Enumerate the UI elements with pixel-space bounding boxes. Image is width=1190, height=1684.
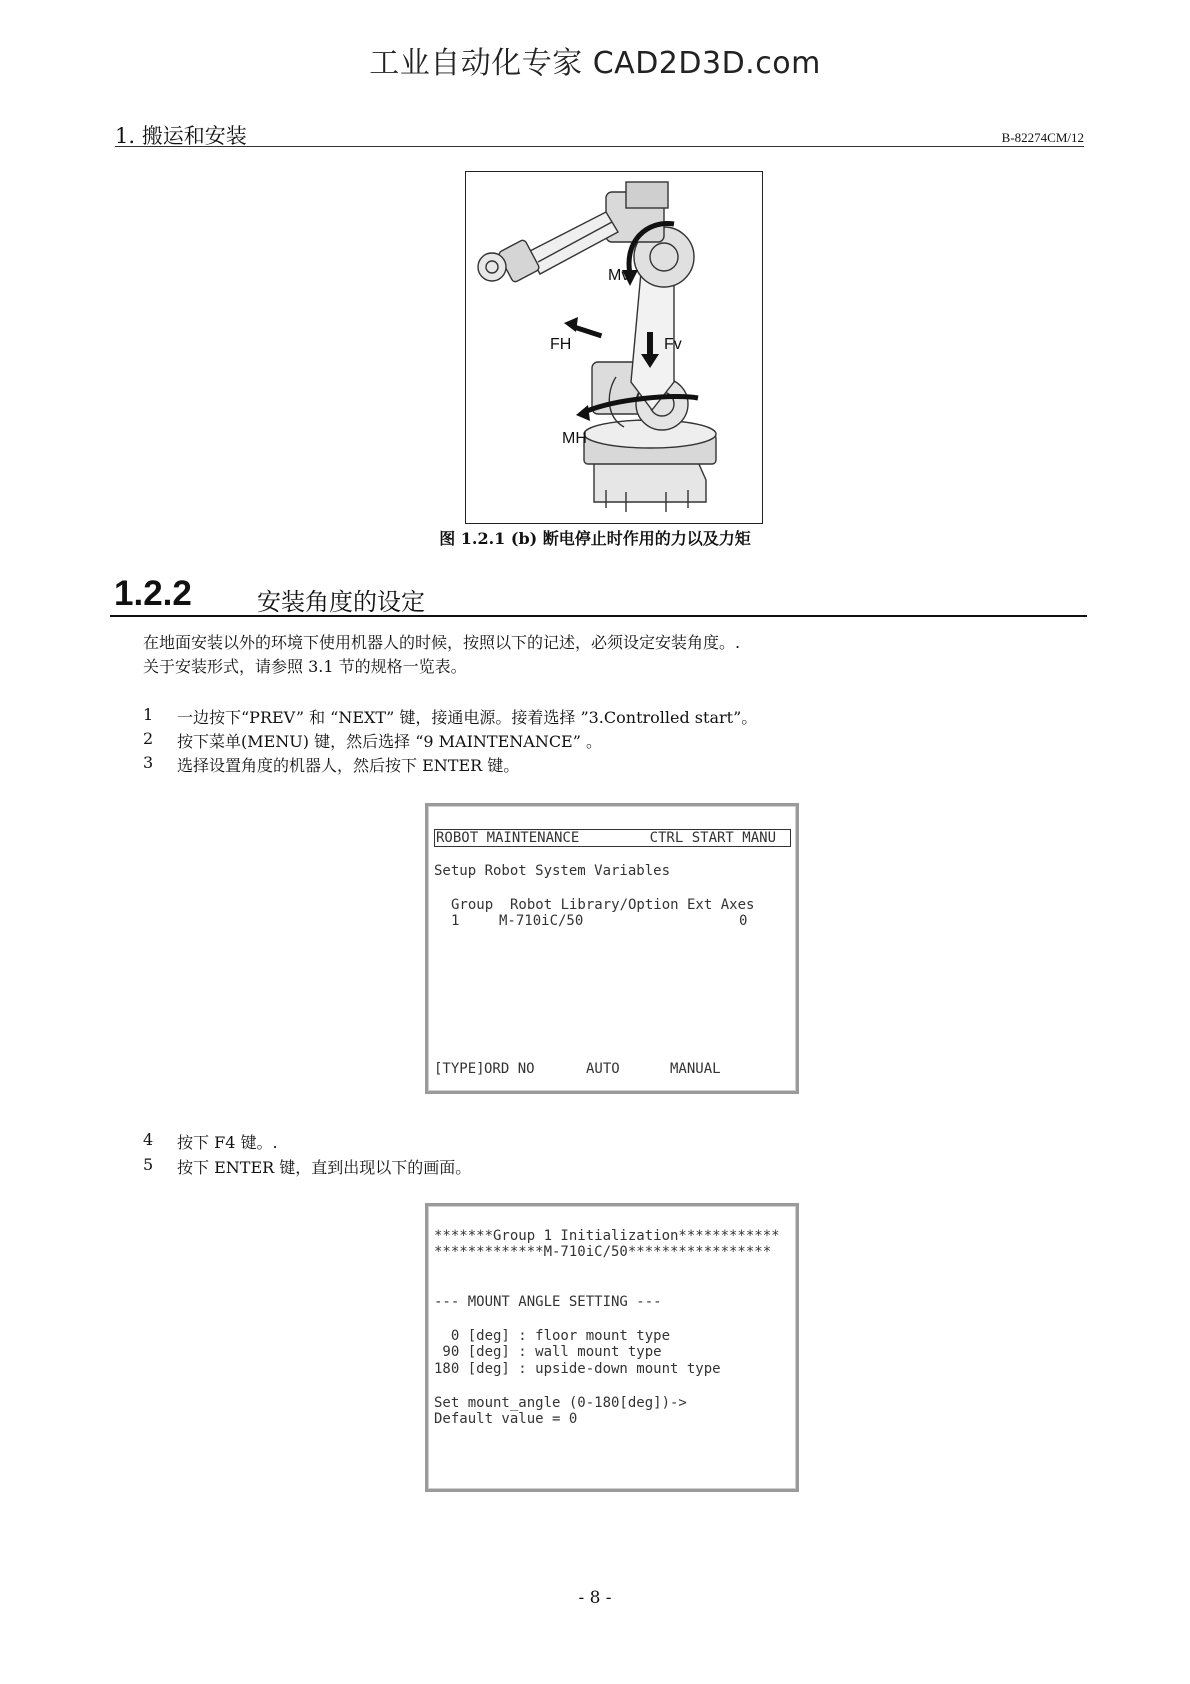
table-cell-group[interactable]: 1 (451, 913, 460, 929)
step-number: 5 (143, 1155, 154, 1174)
screen-title-bar (434, 829, 791, 847)
step-number: 4 (143, 1130, 154, 1149)
figure-caption: 图 1.2.1 (b) 断电停止时作用的力以及力矩 (439, 529, 751, 548)
step-text: 按下菜单(MENU) 键，然后选择 “9 MAINTENANCE” 。 (177, 732, 603, 751)
robot-figure (465, 171, 763, 524)
step-number: 1 (143, 705, 154, 724)
intro-line: 关于安装形式，请参照 3.1 节的规格一览表。 (143, 657, 467, 676)
label-mh: MH (562, 430, 587, 447)
teach-pendant-screen-maintenance (425, 803, 799, 1094)
table-cell-ext-axes: 0 (739, 913, 748, 929)
mount-option: 90 [deg] : wall mount type (434, 1344, 662, 1360)
screen-banner: *******Group 1 Initialization************ (434, 1228, 780, 1244)
label-fv: Fv (664, 336, 682, 353)
step-text: 选择设置角度的机器人，然后按下 ENTER 键。 (177, 756, 520, 775)
watermark-text: 工业自动化专家 CAD2D3D.com (369, 46, 821, 81)
mount-option: 180 [deg] : upside-down mount type (434, 1361, 721, 1377)
screen-title: ROBOT MAINTENANCE (436, 830, 580, 846)
header-rule (115, 146, 1084, 147)
step-number: 3 (143, 753, 154, 772)
label-fh: FH (550, 336, 572, 353)
default-value: Default value = 0 (434, 1411, 578, 1427)
label-mv: Mv (608, 267, 630, 284)
table-cell-robot[interactable]: M-710iC/50 (499, 913, 584, 929)
screen-subtitle: Setup Robot System Variables (434, 863, 671, 879)
table-header: Group Robot Library/Option Ext Axes (451, 897, 755, 913)
header-section-title: 1. 搬运和安装 (115, 124, 247, 148)
fkey-manual[interactable]: MANUAL (670, 1061, 721, 1077)
fkey-auto[interactable]: AUTO (586, 1061, 620, 1077)
fkey-ord-no[interactable]: ORD NO (484, 1061, 535, 1077)
mount-angle-prompt[interactable]: Set mount_angle (0-180[deg])-> (434, 1395, 687, 1411)
step-text: 一边按下“PREV” 和 “NEXT” 键，接通电源。接着选择 ”3.Controlled start”。 (177, 708, 758, 727)
step-text: 按下 F4 键。. (177, 1133, 278, 1152)
teach-pendant-screen-mount-angle (425, 1203, 799, 1492)
screen-section-heading: --- MOUNT ANGLE SETTING --- (434, 1294, 662, 1310)
step-number: 2 (143, 729, 154, 748)
header-doc-id: B-82274CM/12 (1001, 130, 1084, 145)
screen-status: CTRL START MANU (649, 830, 776, 846)
mount-option: 0 [deg] : floor mount type (434, 1328, 671, 1344)
screen-banner: *************M-710iC/50***************** (434, 1244, 772, 1260)
step-text: 按下 ENTER 键，直到出现以下的画面。 (177, 1158, 472, 1177)
page-number: - 8 - (578, 1588, 612, 1608)
robot-drawing (466, 172, 762, 523)
section-title: 安装角度的设定 (257, 588, 425, 616)
fkey-type[interactable]: [TYPE] (434, 1061, 485, 1077)
section-rule (110, 615, 1087, 617)
intro-line: 在地面安装以外的环境下使用机器人的时候，按照以下的记述，必须设定安装角度。. (143, 633, 741, 652)
section-number: 1.2.2 (114, 574, 192, 613)
